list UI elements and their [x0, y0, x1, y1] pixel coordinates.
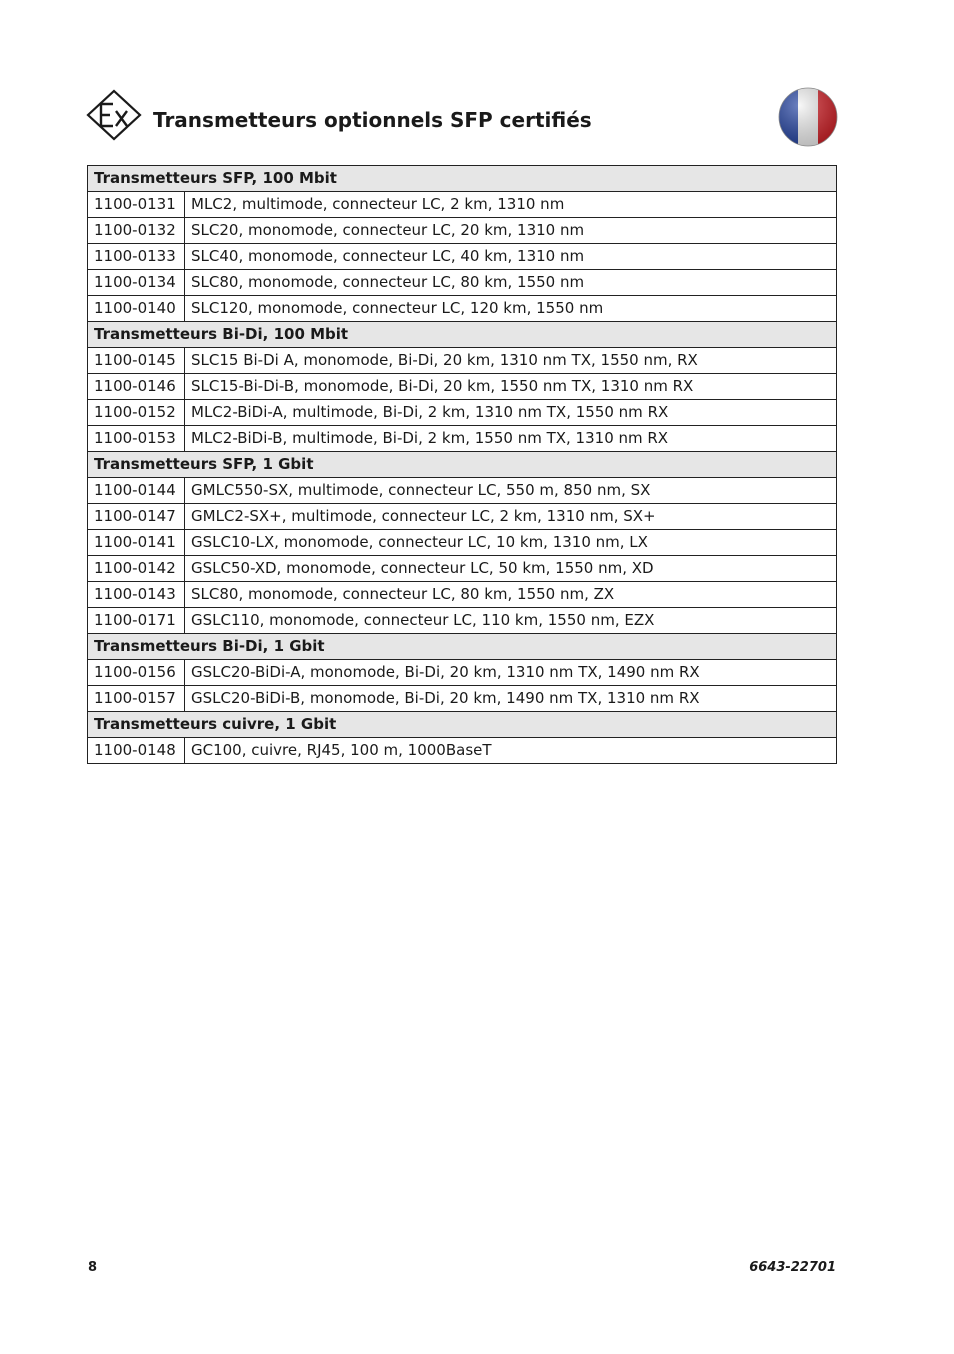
table-row	[88, 478, 837, 504]
part-number-cell: 1100-0140	[88, 296, 185, 322]
table-row	[88, 348, 837, 374]
table-row	[88, 244, 837, 270]
section-header-row	[88, 634, 837, 660]
part-number-cell: 1100-0156	[88, 660, 185, 686]
part-number-cell: 1100-0133	[88, 244, 185, 270]
table-row	[88, 400, 837, 426]
description-cell: GSLC110, monomode, connecteur LC, 110 km, 1550 nm, EZX	[185, 608, 837, 634]
table-row	[88, 556, 837, 582]
table-row	[88, 426, 837, 452]
table-row	[88, 504, 837, 530]
table-row	[88, 218, 837, 244]
ex-atex-icon	[86, 89, 142, 141]
sfp-transceiver-table	[87, 165, 837, 764]
part-number-cell: 1100-0141	[88, 530, 185, 556]
description-cell: SLC80, monomode, connecteur LC, 80 km, 1550 nm, ZX	[185, 582, 837, 608]
description-cell: GSLC20-BiDi-A, monomode, Bi-Di, 20 km, 1310 nm TX, 1490 nm RX	[185, 660, 837, 686]
part-number-cell: 1100-0144	[88, 478, 185, 504]
description-cell: GSLC50-XD, monomode, connecteur LC, 50 km, 1550 nm, XD	[185, 556, 837, 582]
part-number-cell: 1100-0157	[88, 686, 185, 712]
description-cell: SLC120, monomode, connecteur LC, 120 km, 1550 nm	[185, 296, 837, 322]
part-number-cell: 1100-0147	[88, 504, 185, 530]
description-cell: MLC2, multimode, connecteur LC, 2 km, 1310 nm	[185, 192, 837, 218]
page-title: Transmetteurs optionnels SFP certifiés	[153, 108, 592, 132]
part-number-cell: 1100-0146	[88, 374, 185, 400]
document-number: 6643-22701	[749, 1260, 836, 1275]
description-cell: GSLC20-BiDi-B, monomode, Bi-Di, 20 km, 1490 nm TX, 1310 nm RX	[185, 686, 837, 712]
table-row	[88, 660, 837, 686]
description-cell: MLC2-BiDi-B, multimode, Bi-Di, 2 km, 1550 nm TX, 1310 nm RX	[185, 426, 837, 452]
table-row	[88, 686, 837, 712]
part-number-cell: 1100-0131	[88, 192, 185, 218]
section-title: Transmetteurs Bi-Di, 1 Gbit	[88, 634, 837, 660]
description-cell: GMLC2-SX+, multimode, connecteur LC, 2 km, 1310 nm, SX+	[185, 504, 837, 530]
page-number: 8	[88, 1260, 98, 1275]
section-header-row	[88, 322, 837, 348]
table-row	[88, 738, 837, 764]
description-cell: GMLC550-SX, multimode, connecteur LC, 550 m, 850 nm, SX	[185, 478, 837, 504]
description-cell: SLC20, monomode, connecteur LC, 20 km, 1310 nm	[185, 218, 837, 244]
part-number-cell: 1100-0134	[88, 270, 185, 296]
table-row	[88, 530, 837, 556]
part-number-cell: 1100-0132	[88, 218, 185, 244]
description-cell: SLC40, monomode, connecteur LC, 40 km, 1310 nm	[185, 244, 837, 270]
section-title: Transmetteurs SFP, 1 Gbit	[88, 452, 837, 478]
description-cell: SLC15-Bi-Di-B, monomode, Bi-Di, 20 km, 1550 nm TX, 1310 nm RX	[185, 374, 837, 400]
france-flag-icon	[778, 87, 838, 147]
part-number-cell: 1100-0145	[88, 348, 185, 374]
description-cell: MLC2-BiDi-A, multimode, Bi-Di, 2 km, 1310 nm TX, 1550 nm RX	[185, 400, 837, 426]
part-number-cell: 1100-0148	[88, 738, 185, 764]
description-cell: GC100, cuivre, RJ45, 100 m, 1000BaseT	[185, 738, 837, 764]
part-number-cell: 1100-0153	[88, 426, 185, 452]
part-number-cell: 1100-0143	[88, 582, 185, 608]
section-title: Transmetteurs cuivre, 1 Gbit	[88, 712, 837, 738]
description-cell: GSLC10-LX, monomode, connecteur LC, 10 km, 1310 nm, LX	[185, 530, 837, 556]
description-cell: SLC15 Bi-Di A, monomode, Bi-Di, 20 km, 1310 nm TX, 1550 nm, RX	[185, 348, 837, 374]
description-cell: SLC80, monomode, connecteur LC, 80 km, 1550 nm	[185, 270, 837, 296]
part-number-cell: 1100-0142	[88, 556, 185, 582]
table-row	[88, 192, 837, 218]
table-row	[88, 296, 837, 322]
section-title: Transmetteurs SFP, 100 Mbit	[88, 166, 837, 192]
section-title: Transmetteurs Bi-Di, 100 Mbit	[88, 322, 837, 348]
part-number-cell: 1100-0152	[88, 400, 185, 426]
table-row	[88, 582, 837, 608]
part-number-cell: 1100-0171	[88, 608, 185, 634]
table-row	[88, 374, 837, 400]
table-row	[88, 270, 837, 296]
section-header-row	[88, 166, 837, 192]
section-header-row	[88, 452, 837, 478]
table-row	[88, 608, 837, 634]
section-header-row	[88, 712, 837, 738]
